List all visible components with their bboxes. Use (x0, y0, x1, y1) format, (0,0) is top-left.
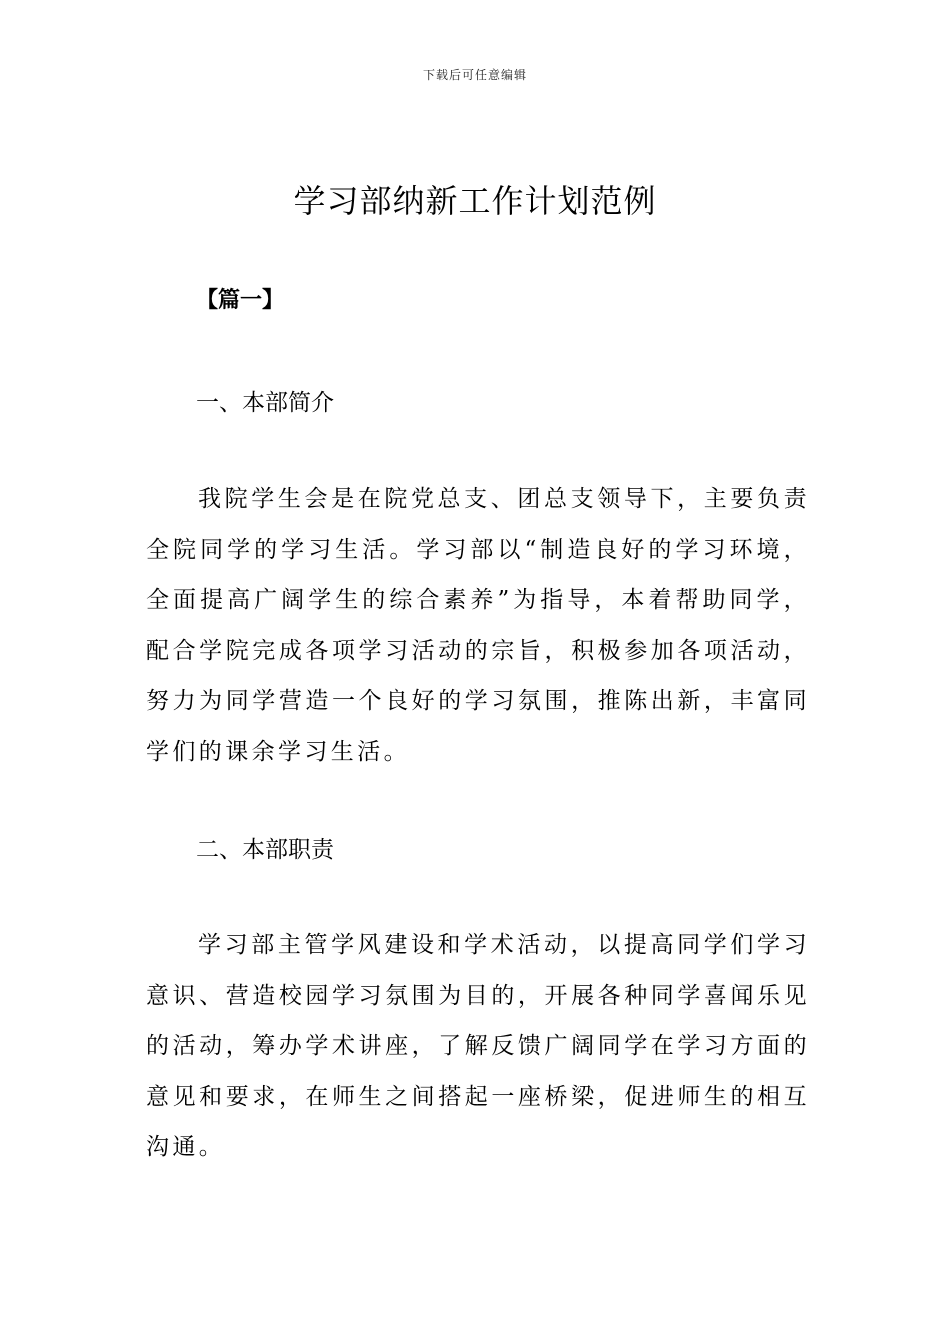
section-paragraph-intro: 我院学生会是在院党总支、团总支领导下，主要负责全院同学的学习生活。学习部以“制造良好的学习环境，全面提高广阔学生的综合素养”为指导，本着帮助同学，配合学院完成各项学习活动的宗旨，积极参加各项活动，努力为同学营造一个良好的学习氛围，推陈出新，丰富同学们的课余学习生活。 (146, 486, 810, 765)
part-label: 【篇一】 (196, 288, 285, 313)
document-title: 学习部纳新工作计划范例 (293, 182, 657, 220)
section-heading-duties: 二、本部职责 (196, 837, 334, 863)
section-paragraph-duties: 学习部主管学风建设和学术活动，以提高同学们学习意识、营造校园学习氛围为目的，开展各种同学喜闻乐见的活动，筹办学术讲座，了解反馈广阔同学在学习方面的意见和要求，在师生之间搭起一座桥梁，促进师生的相互沟通。 (146, 932, 810, 1161)
section-heading-intro: 一、本部简介 (196, 390, 334, 416)
page-header-note: 下载后可任意编辑 (422, 68, 527, 82)
